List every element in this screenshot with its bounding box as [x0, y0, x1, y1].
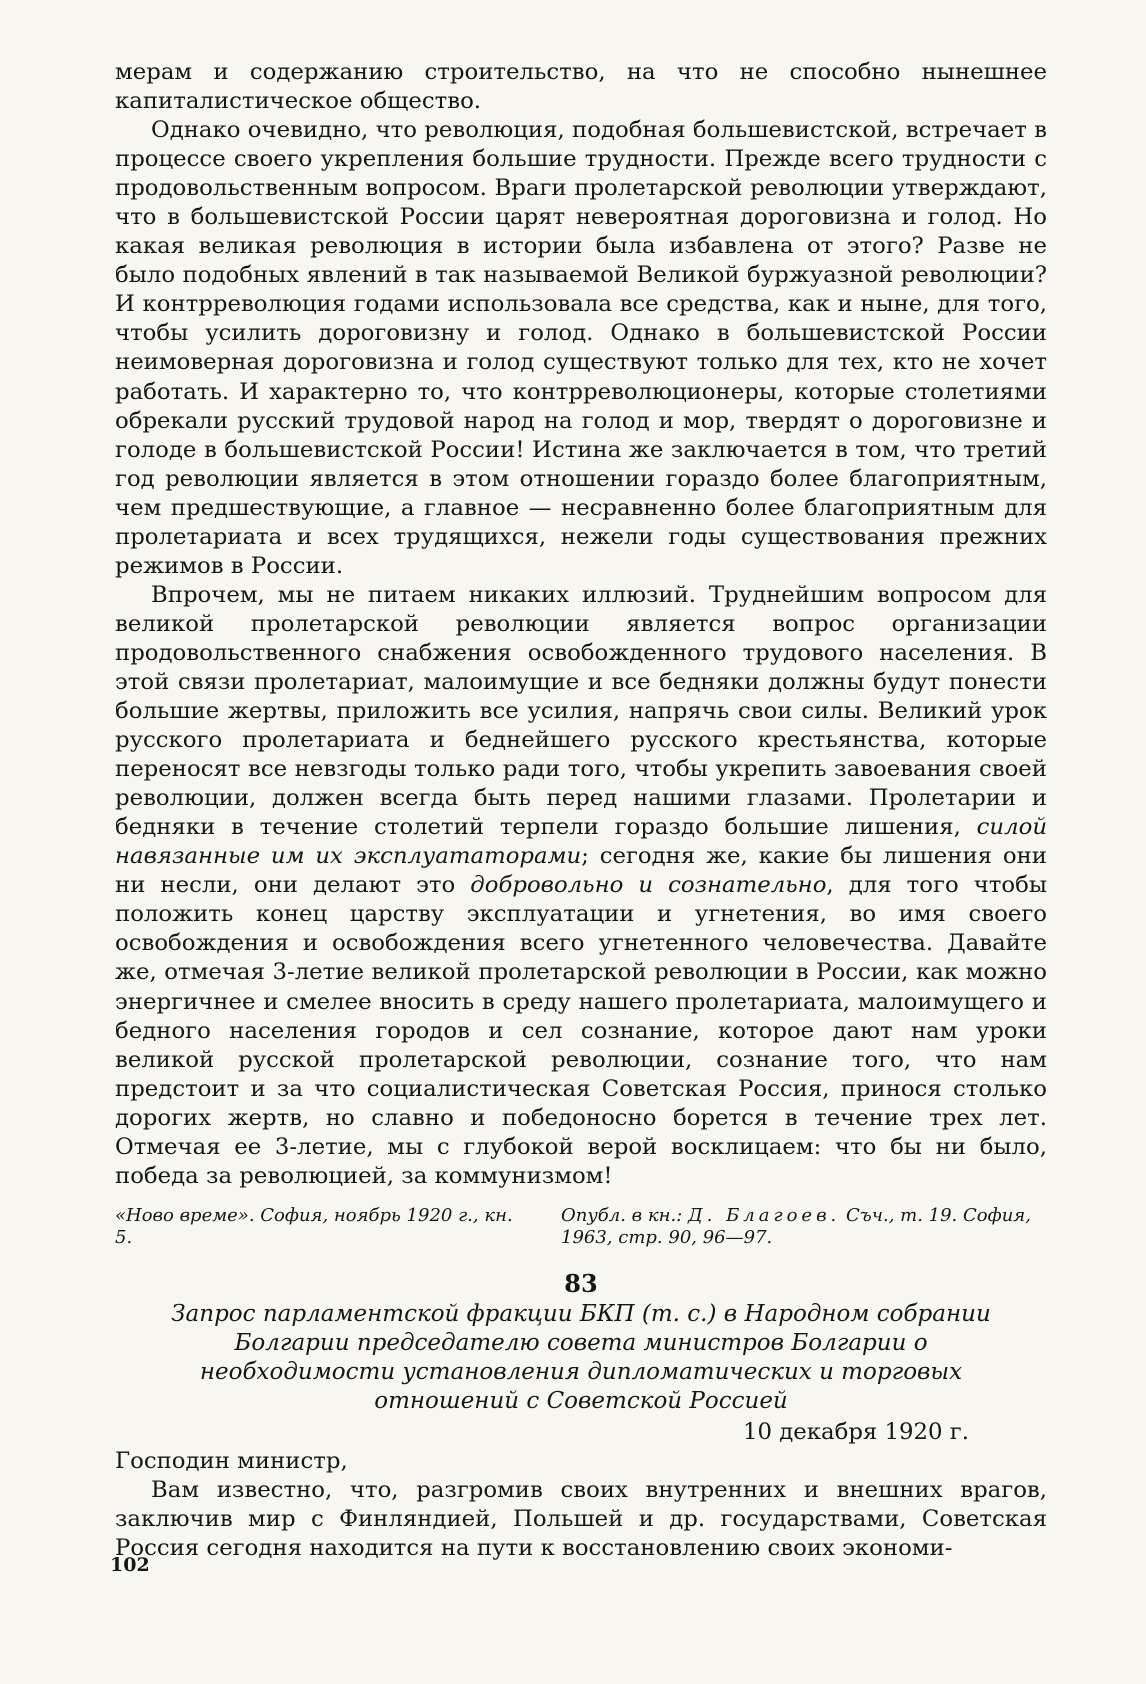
source-published-prefix: Опубл. в кн.:: [561, 1204, 688, 1226]
document-greeting: Господин министр,: [115, 1447, 348, 1474]
paragraph-illusions-text-1: Впрочем, мы не питаем никаких иллюзий. Труднейшим вопросом для великой пролетарской революции является вопрос организации продовольственного снабжения освобожденного трудового населения. В этой связи пролетариат, малоимущие и все бедняки должны будут понести большие жертвы, приложить все усилия, напрячь свои силы. Великий урок русского пролетариата и беднейшего русского крестьянства, которые переносят все невзгоды только ради того, чтобы укрепить завоевания своей революции, должен всегда быть перед нашими глазами. Пролетарии и бедняки в течение столетий терпели гораздо большие лишения,: [115, 581, 1047, 841]
source-original: «Ново време». София, ноябрь 1920 г., кн. 5.: [115, 1204, 513, 1248]
paragraph-difficulties: Однако очевидно, что революция, подобная большевистской, встречает в процессе своего укрепления большие трудности. Прежде всего трудности с продовольственным вопросом. Враги пролетарской революции утверждают, что в большевистской России царят невероятная дороговизна и голод. Но какая великая революция в истории была избавлена от этого? Разве не было подобных явлений в так называемой Великой буржуазной революции? И контрреволюция годами использовала все средства, как и ныне, для того, чтобы усилить дороговизну и голод. Однако в большевистской России неимоверная дороговизна и голод существуют только для тех, кто не хочет работать. И характерно то, что контрреволюционеры, которые столетиями обрекали русский трудовой народ на голод и мор, твердят о дороговизне и голоде в большевистской России! Истина же заключается в том, что третий год революции является в этом отношении гораздо более благоприятным, чем предшествующие, а главное — несравненно более благоприятным для пролетариата и всех трудящихся, нежели годы существования прежних режимов в России.: [115, 117, 1047, 579]
paragraph-illusions-text-3: , для того чтобы положить конец царству эксплуатации и угнетения, во имя своего освобождения и освобождения всего угнетенного человечества. Давайте же, отмечая 3-летие великой пролетарской революции в России, как можно энергичнее и смелее вносить в среду нашего пролетариата, малоимущего и бедного населения городов и сел сознание, которое дают нам уроки великой русской пролетарской революции, сознание того, что нам предстоит и за что социалистическая Советская Россия, принося столько дорогих жертв, но славно и победоносно борется в течение трех лет. Отмечая ее 3-летие, мы с глубокой верой восклицаем: что бы ни было, победа за революцией, за коммунизмом!: [115, 872, 1047, 1189]
document-number: 83: [564, 1268, 598, 1298]
page-number: 102: [110, 1554, 150, 1576]
source-published-suffix: Съч., т. 19. София, 1963, стр. 90, 96—97.: [561, 1204, 1031, 1248]
text-column: [115, 58, 1047, 1563]
paragraph-continuation: мерам и содержанию строительство, на что не способно нынешнее капиталистическое общество.: [115, 59, 1047, 115]
paragraph-illusions-text-2: ; сегодня же, какие бы лишения они ни несли, они делают это: [115, 843, 1047, 899]
document-title: Запрос парламентской фракции БКП (т. с.) в Народном собрании Болгарии председателю совета министров Болгарии о необходимости установления дипломатических и торговых отношений с Советской Россией: [171, 1300, 991, 1414]
source-notes: [115, 1205, 1047, 1249]
paragraph-illusions: [115, 581, 1047, 1191]
source-published: [561, 1205, 1047, 1249]
document-date: 10 декабря 1920 г.: [742, 1418, 969, 1445]
document-body: Вам известно, что, разгромив своих внутренних и внешних врагов, заключив мир с Финляндией, Польшей и др. государствами, Советская Россия сегодня находится на пути к восстановлению своих экономи-: [115, 1476, 1047, 1562]
source-author: Д. Благоев.: [688, 1204, 841, 1226]
emphasis-voluntary: добровольно и сознательно: [470, 872, 827, 899]
emphasis-forced: силой навязанные им их эксплуататорами: [115, 814, 1047, 870]
